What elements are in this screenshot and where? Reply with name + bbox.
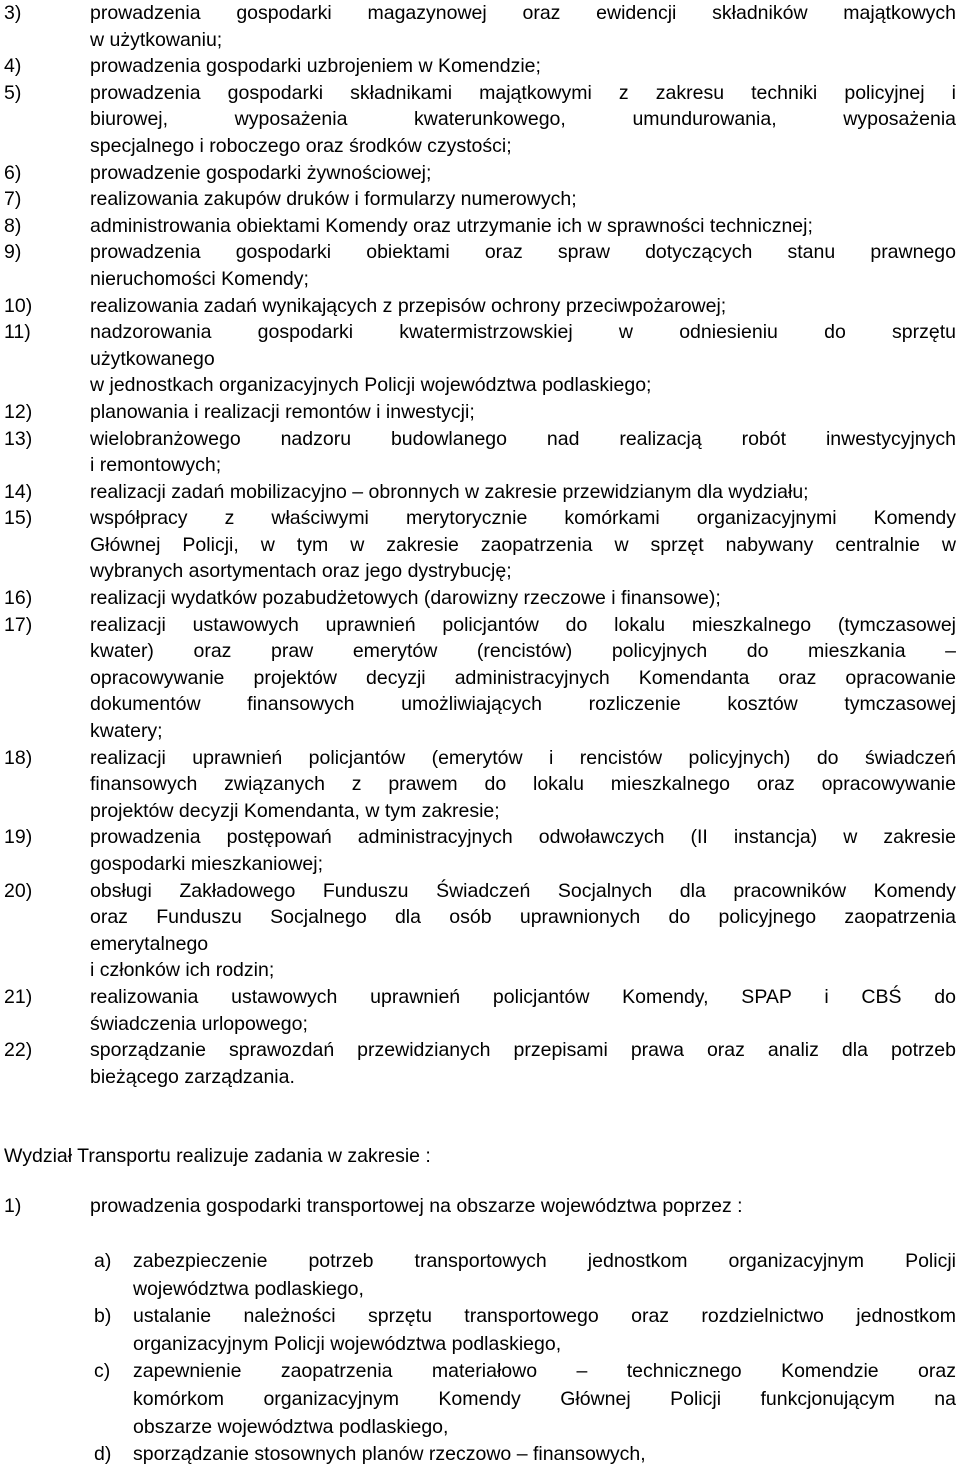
list-item-text-line: świadczenia urlopowego; [90,1012,308,1035]
list-item [0,878,960,984]
sub-list-item-text-line: województwa podlaskiego, [133,1277,364,1300]
list-item-number: 17) [4,613,33,636]
list-item-text-line: prowadzenia gospodarki magazynowej oraz ewidencji składników majątkowych [90,2,956,24]
list-item [0,1037,960,1090]
list-item-text-line: nieruchomości Komendy; [90,267,309,290]
list-item [0,426,960,479]
list-item-number: 10) [4,294,33,317]
list-item [0,399,960,426]
transport-item [0,1193,960,1220]
list-item-number: 7) [4,188,22,211]
list-item-text-line: planowania i realizacji remontów i inwestycji; [90,400,475,423]
list-item-text-line: prowadzenia gospodarki uzbrojeniem w Komendzie; [90,55,541,78]
sub-list-item-text-line: komórkom organizacyjnym Komendy Głównej Policji funkcjonującym na [133,1387,956,1410]
list-item-text-line: prowadzenie gospodarki żywnościowej; [90,161,432,184]
list-item-text-line: w użytkowaniu; [90,28,223,51]
sub-list-item-letter: b) [94,1305,112,1328]
list-item [0,479,960,506]
list-item-text-line: kwatery; [90,720,163,743]
sub-list-item-letter: a) [94,1250,112,1272]
list-item-text-line: realizowania ustawowych uprawnień policjantów Komendy, SPAP i CBŚ do [90,985,956,1008]
list-item-number: 16) [4,587,33,610]
sub-list-item [0,1358,960,1441]
list-item-number: 11) [4,321,31,344]
list-item-number: 8) [4,214,22,237]
list-item [0,984,960,1037]
list-item-text-line: bieżącego zarządzania. [90,1065,295,1088]
list-item [0,319,960,399]
list-item-text-line: wielobranżowego nadzoru budowlanego nad realizacją robót inwestycyjnych [90,427,956,450]
list-item-text-line: obsługi Zakładowego Funduszu Świadczeń Socjalnych dla pracowników Komendy [90,879,956,902]
section-title: Wydział Transportu realizuje zadania w zakresie : [4,1145,431,1167]
list-item [0,505,960,585]
list-item-text-line: dokumentów finansowych umożliwiających rozliczenie kosztów tymczasowej [90,693,956,716]
list-item-number: 20) [4,879,33,902]
sub-list-item [0,1303,960,1358]
sub-list-item [0,1441,960,1469]
list-item-number: 3) [4,2,22,24]
list-item-text-line: gospodarki mieszkaniowej; [90,853,324,875]
list-item [0,745,960,825]
list-item-text-line: projektów decyzji Komendanta, w tym zakresie; [90,799,500,822]
list-item-text: prowadzenia gospodarki transportowej na obszarze województwa poprzez : [90,1195,743,1217]
list-item [0,0,960,53]
list-item-number: 14) [4,480,33,503]
list-item [0,239,960,292]
list-item-text-line: finansowych związanych z prawem do lokalu mieszkalnego oraz opracowywanie [90,773,956,796]
list-item-text-line: kwater) oraz praw emerytów (rencistów) policyjnych do mieszkania – [90,640,956,663]
list-item-number: 15) [4,507,33,530]
list-item-text-line: sporządzanie sprawozdań przewidzianych przepisami prawa oraz analiz dla potrzeb [90,1039,956,1062]
list-item-number: 18) [4,746,33,769]
sub-list-item-letter: c) [94,1360,111,1383]
list-item-text-line: biurowej, wyposażenia kwaterunkowego, umundurowania, wyposażenia [90,108,956,131]
list-item-text-line: w jednostkach organizacyjnych Policji województwa podlaskiego; [90,374,652,397]
list-item [0,160,960,187]
list-item-text-line: nadzorowania gospodarki kwatermistrzowskiej w odniesieniu do sprzętu [90,321,956,344]
list-item-number: 12) [4,400,33,423]
list-item-text-line: Głównej Policji, w tym w zakresie zaopatrzenia w sprzęt nabywany centralnie w [90,533,956,556]
list-item-text-line: realizacji ustawowych uprawnień policjantów do lokalu mieszkalnego (tymczasowej [90,613,956,636]
list-item-text-line: specjalnego i roboczego oraz środków czystości; [90,134,512,157]
sub-list-item [0,1248,960,1303]
list-item-number: 21) [4,985,33,1008]
list-item-text-line: realizacji wydatków pozabudżetowych (darowizny rzeczowe i finansowe); [90,587,721,610]
list-item-number: 13) [4,427,33,450]
list-item-text-line: realizowania zakupów druków i formularzy numerowych; [90,188,577,211]
list-item [0,293,960,320]
sub-list-item-text-line: sporządzanie stosownych planów rzeczowo – finansowych, [133,1443,646,1466]
list-item-text-line: prowadzenia postępowań administracyjnych odwoławczych (II instancja) w zakresie [90,826,956,849]
list-item-text-line: realizacji zadań mobilizacyjno – obronnych w zakresie przewidzianym dla wydziału; [90,480,809,503]
list-item-number: 19) [4,826,33,849]
list-item [0,186,960,213]
list-item [0,80,960,160]
sub-list-item-text-line: zabezpieczenie potrzeb transportowych jednostkom organizacyjnym Policji [133,1250,956,1272]
list-item [0,585,960,612]
sub-list-item-text-line: organizacyjnym Policji województwa podlaskiego, [133,1332,562,1355]
list-item-text-line: opracowywanie projektów decyzji administracyjnych Komendanta oraz opracowanie [90,666,956,689]
list-item-text-line: i remontowych; [90,454,222,477]
list-item-text-line: realizowania zadań wynikających z przepisów ochrony przeciwpożarowej; [90,294,727,317]
sub-list-item-text-line: ustalanie należności sprzętu transportowego oraz rozdzielnictwo jednostkom [133,1305,956,1328]
list-item [0,824,960,877]
list-item-text-line: realizacji uprawnień policjantów (emerytów i rencistów policyjnych) do świadczeń [90,746,956,769]
list-item-number: 9) [4,241,22,264]
list-item-text-line: oraz Funduszu Socjalnego dla osób uprawnionych do policyjnego zaopatrzenia [90,906,956,929]
transport-subitem-list [0,1248,960,1469]
sub-list-item-letter: d) [94,1443,112,1466]
list-item-number: 1) [4,1195,22,1217]
list-item-text-line: użytkowanego [90,347,215,370]
list-item [0,213,960,240]
list-item-text-line: emerytalnego [90,932,209,955]
list-item-text-line: i członków ich rodzin; [90,959,275,982]
list-item-number: 22) [4,1039,33,1062]
list-item-number: 4) [4,55,22,78]
list-item-number: 6) [4,161,22,184]
list-item-text-line: administrowania obiektami Komendy oraz utrzymanie ich w sprawności technicznej; [90,214,813,237]
sub-list-item-text-line: zapewnienie zaopatrzenia materiałowo – technicznego Komendzie oraz [133,1360,956,1383]
sub-list-item-text-line: obszarze województwa podlaskiego, [133,1415,449,1438]
list-item-text-line: prowadzenia gospodarki składnikami majątkowymi z zakresu techniki policyjnej i [90,81,956,104]
list-item-text-line: wybranych asortymentach oraz jego dystrybucję; [90,560,512,583]
list-item [0,612,960,745]
list-item [0,53,960,80]
list-item-number: 5) [4,81,22,104]
list-item-text-line: współpracy z właściwymi merytorycznie komórkami organizacyjnymi Komendy [90,507,956,530]
list-item-text-line: prowadzenia gospodarki obiektami oraz spraw dotyczących stanu prawnego [90,241,956,264]
